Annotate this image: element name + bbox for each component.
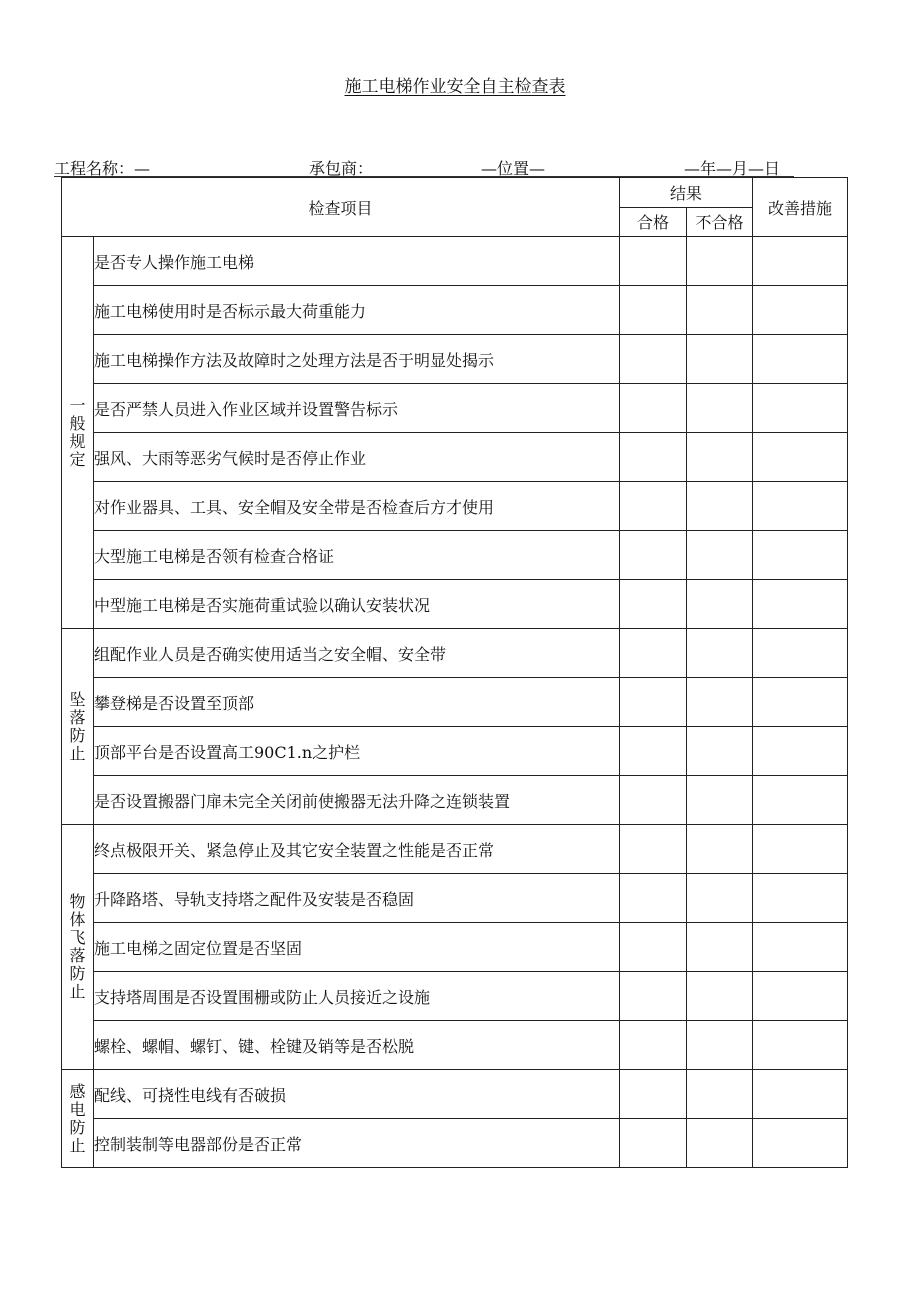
project-name-label: 工程名称：— <box>54 159 151 178</box>
pass-cell[interactable] <box>620 335 687 384</box>
fail-cell[interactable] <box>687 972 753 1021</box>
improvement-cell[interactable] <box>753 776 848 825</box>
category-cell: 坠落防止 <box>62 629 94 825</box>
check-item: 强风、大雨等恶劣气候时是否停止作业 <box>94 433 620 482</box>
table-row <box>62 1119 848 1168</box>
header-pass: 合格 <box>620 207 687 237</box>
check-item: 攀登梯是否设置至顶部 <box>94 678 620 727</box>
improvement-cell[interactable] <box>753 678 848 727</box>
fail-cell[interactable] <box>687 580 753 629</box>
fail-cell[interactable] <box>687 923 753 972</box>
check-item: 施工电梯之固定位置是否坚固 <box>94 923 620 972</box>
fail-cell[interactable] <box>687 825 753 874</box>
pass-cell[interactable] <box>620 286 687 335</box>
date-label: —年—月—日 <box>684 159 781 178</box>
pass-cell[interactable] <box>620 1119 687 1168</box>
table-row <box>62 776 848 825</box>
page-title: 施工电梯作业安全自主检查表 <box>344 77 566 97</box>
fail-cell[interactable] <box>687 629 753 678</box>
table-row <box>62 482 848 531</box>
fail-cell[interactable] <box>687 1070 753 1119</box>
table-row <box>62 335 848 384</box>
pass-cell[interactable] <box>620 972 687 1021</box>
table-row <box>62 580 848 629</box>
fail-cell[interactable] <box>687 531 753 580</box>
improvement-cell[interactable] <box>753 433 848 482</box>
improvement-cell[interactable] <box>753 1119 848 1168</box>
table-row <box>62 1021 848 1070</box>
table-row <box>62 1070 848 1119</box>
category-cell: 感电防止 <box>62 1070 94 1168</box>
pass-cell[interactable] <box>620 384 687 433</box>
check-item: 升降路塔、导轨支持塔之配件及安装是否稳固 <box>94 874 620 923</box>
location-label: —位置— <box>481 159 546 178</box>
table-row <box>62 384 848 433</box>
table-row <box>62 825 848 874</box>
fail-cell[interactable] <box>687 776 753 825</box>
pass-cell[interactable] <box>620 1070 687 1119</box>
table-row <box>62 237 848 286</box>
improvement-cell[interactable] <box>753 825 848 874</box>
fail-cell[interactable] <box>687 335 753 384</box>
table-row <box>62 629 848 678</box>
table-row <box>62 531 848 580</box>
improvement-cell[interactable] <box>753 335 848 384</box>
improvement-cell[interactable] <box>753 874 848 923</box>
improvement-cell[interactable] <box>753 972 848 1021</box>
checklist-table <box>61 177 848 1168</box>
improvement-cell[interactable] <box>753 237 848 286</box>
pass-cell[interactable] <box>620 433 687 482</box>
fail-cell[interactable] <box>687 286 753 335</box>
fail-cell[interactable] <box>687 384 753 433</box>
improvement-cell[interactable] <box>753 286 848 335</box>
contractor-label: 承包商： <box>309 159 374 178</box>
check-item: 控制装制等电器部份是否正常 <box>94 1119 620 1168</box>
improvement-cell[interactable] <box>753 727 848 776</box>
pass-cell[interactable] <box>620 776 687 825</box>
checklist-body <box>62 178 848 1168</box>
check-item: 是否严禁人员进入作业区域并设置警告标示 <box>94 384 620 433</box>
check-item: 支持塔周围是否设置围栅或防止人员接近之设施 <box>94 972 620 1021</box>
fail-cell[interactable] <box>687 727 753 776</box>
fail-cell[interactable] <box>687 874 753 923</box>
table-row <box>62 727 848 776</box>
improvement-cell[interactable] <box>753 1070 848 1119</box>
pass-cell[interactable] <box>620 923 687 972</box>
header-row <box>62 178 848 208</box>
fail-cell[interactable] <box>687 433 753 482</box>
check-item: 终点极限开关、紧急停止及其它安全装置之性能是否正常 <box>94 825 620 874</box>
header-fail: 不合格 <box>687 207 753 237</box>
improvement-cell[interactable] <box>753 384 848 433</box>
improvement-cell[interactable] <box>753 580 848 629</box>
pass-cell[interactable] <box>620 1021 687 1070</box>
pass-cell[interactable] <box>620 629 687 678</box>
header-improvement: 改善措施 <box>753 178 848 237</box>
table-row <box>62 678 848 727</box>
check-item: 对作业器具、工具、安全帽及安全带是否检查后方才使用 <box>94 482 620 531</box>
improvement-cell[interactable] <box>753 531 848 580</box>
header-check-item: 检查项目 <box>62 178 620 237</box>
category-cell: 一般规定 <box>62 237 94 629</box>
check-item: 顶部平台是否设置高工90C1.n之护栏 <box>94 727 620 776</box>
fail-cell[interactable] <box>687 237 753 286</box>
fail-cell[interactable] <box>687 482 753 531</box>
check-item: 螺栓、螺帽、螺钉、键、栓键及销等是否松脱 <box>94 1021 620 1070</box>
check-item: 中型施工电梯是否实施荷重试验以确认安装状况 <box>94 580 620 629</box>
pass-cell[interactable] <box>620 580 687 629</box>
info-line <box>54 154 794 177</box>
improvement-cell[interactable] <box>753 629 848 678</box>
pass-cell[interactable] <box>620 678 687 727</box>
improvement-cell[interactable] <box>753 482 848 531</box>
table-row <box>62 433 848 482</box>
header-result: 结果 <box>620 178 753 208</box>
check-item: 施工电梯使用时是否标示最大荷重能力 <box>94 286 620 335</box>
table-row <box>62 286 848 335</box>
pass-cell[interactable] <box>620 727 687 776</box>
table-row <box>62 923 848 972</box>
pass-cell[interactable] <box>620 482 687 531</box>
fail-cell[interactable] <box>687 1119 753 1168</box>
pass-cell[interactable] <box>620 237 687 286</box>
check-item: 是否设置搬器门扉未完全关闭前使搬器无法升降之连锁装置 <box>94 776 620 825</box>
pass-cell[interactable] <box>620 531 687 580</box>
check-item: 配线、可挠性电线有否破损 <box>94 1070 620 1119</box>
improvement-cell[interactable] <box>753 923 848 972</box>
check-item: 大型施工电梯是否领有检查合格证 <box>94 531 620 580</box>
fail-cell[interactable] <box>687 1021 753 1070</box>
check-item: 施工电梯操作方法及故障时之处理方法是否于明显处揭示 <box>94 335 620 384</box>
check-item: 组配作业人员是否确实使用适当之安全帽、安全带 <box>94 629 620 678</box>
table-row <box>62 972 848 1021</box>
check-item: 是否专人操作施工电梯 <box>94 237 620 286</box>
pass-cell[interactable] <box>620 874 687 923</box>
category-cell: 物体飞落防止 <box>62 825 94 1070</box>
improvement-cell[interactable] <box>753 1021 848 1070</box>
fail-cell[interactable] <box>687 678 753 727</box>
pass-cell[interactable] <box>620 825 687 874</box>
table-row <box>62 874 848 923</box>
